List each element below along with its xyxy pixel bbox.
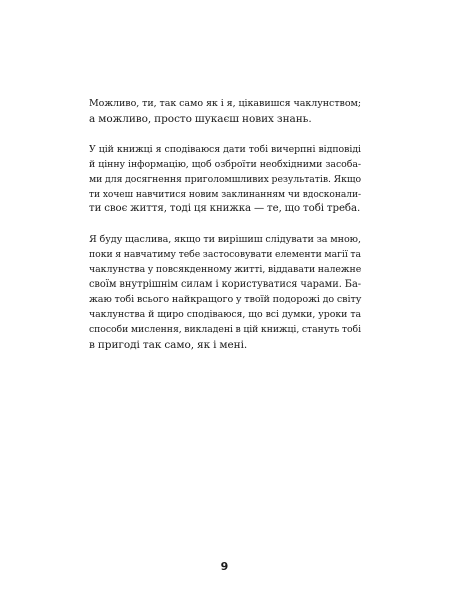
text-line: й цінну інформацію, щоб озброїти необхідними засоба- [89,158,361,170]
text-line: ти своє життя, тоді ця книжка — те, що тобі треба. [89,203,361,215]
text-line: У цій книжці я сподіваюся дати тобі вичерпні відповіді [89,143,361,155]
text-line: ми для досягнення приголомшливих результатів. Якщо [89,173,361,185]
paragraph-2 [89,143,361,218]
text-line: а можливо, просто шукаєш нових знань. [89,112,312,125]
page-number: 9 [220,560,229,573]
text-line: Я буду щаслива, якщо ти вирішиш слідувати за мною, [89,234,361,246]
paragraph-1 [89,97,361,127]
text-line: способи мислення, викладені в цій книжці, стануть тобі [89,323,361,335]
text-line: чаклунства у повсякденному житті, віддавати належне [89,264,362,276]
text-line: жаю тобі всього найкращого у твоїй подорожі до світу [89,293,362,305]
text-line: своїм внутрішнім силам і користуватися чарами. Ба- [89,279,361,291]
text-line: ти хочеш навчитися новим заклинанням чи вдосконали- [89,189,361,200]
paragraph-3 [89,233,361,352]
text-line: в пригоді так само, як і мені. [89,338,248,351]
text-line: Можливо, ти, так само як і я, цікавишся чаклунством; [89,98,361,109]
text-line: чаклунства й щиро сподіваюся, що всі думки, уроки та [89,308,361,320]
body-text [89,97,361,369]
text-line: поки я навчатиму тебе застосовувати елементи магії та [89,249,361,261]
